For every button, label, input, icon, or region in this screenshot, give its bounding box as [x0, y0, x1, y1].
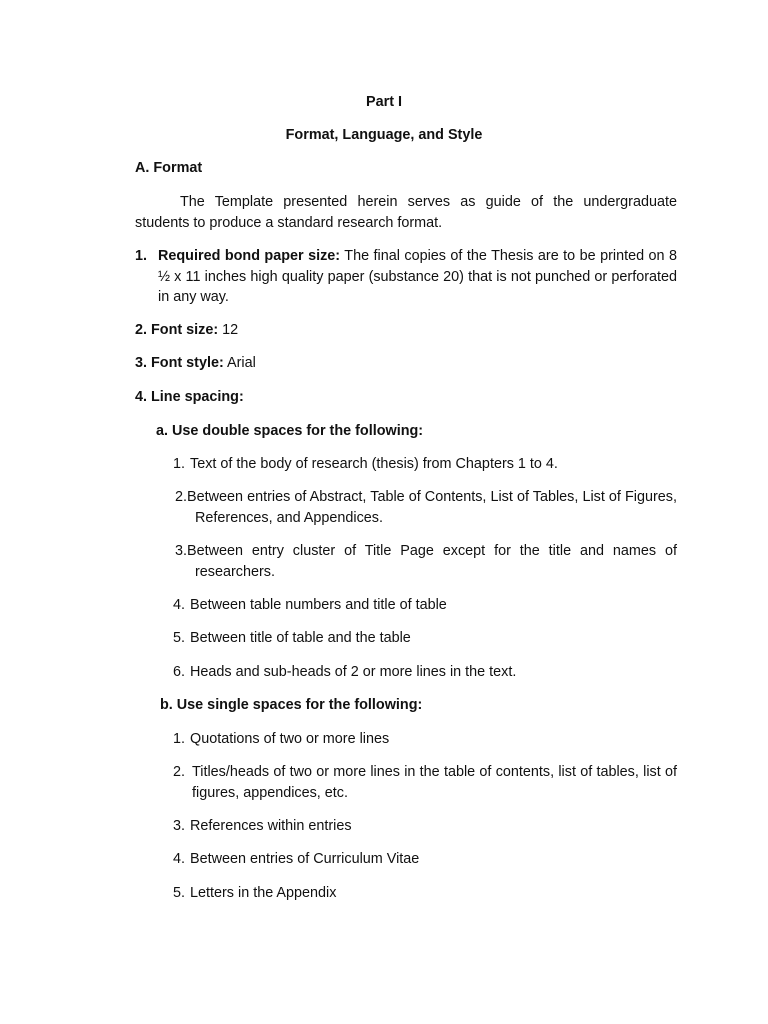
list-item-heading: 2. Font size:	[135, 322, 219, 338]
single-spaces-heading: b. Use single spaces for the following:	[160, 697, 423, 713]
double-space-entry	[173, 454, 677, 475]
double-space-entry	[173, 595, 677, 616]
list-item-font-style	[135, 353, 256, 374]
list-number: 1.	[135, 248, 148, 264]
single-space-entry	[173, 883, 677, 904]
entry-text: Between table numbers and title of table	[190, 597, 447, 613]
entry-text: Between title of table and the table	[190, 630, 411, 646]
single-space-entry	[173, 816, 677, 837]
entry-text: Heads and sub-heads of 2 or more lines in the text.	[190, 664, 517, 680]
entry-number: 2.	[175, 489, 188, 505]
entry-number: 4.	[173, 597, 186, 613]
list-item-font-size	[135, 320, 238, 341]
entry-number: 5.	[173, 630, 186, 646]
list-item-text: 12	[222, 322, 239, 338]
entry-number: 1.	[173, 731, 186, 747]
section-title: Format, Language, and Style	[285, 127, 483, 143]
list-item-text: The final copies of the Thesis are to be printed on 8 ½ x 11 inches high quality paper (substance 20) that is not punched or perforated in any way.	[158, 248, 677, 306]
entry-text: Between entry cluster of Title Page except for the title and names of researchers.	[187, 543, 677, 580]
double-space-entry	[175, 541, 677, 582]
single-space-entry	[173, 849, 677, 870]
list-item-line-spacing: 4. Line spacing:	[135, 389, 244, 405]
subsection-heading-format: A. Format	[135, 160, 203, 176]
single-space-entry	[173, 729, 677, 750]
entry-number: 3.	[173, 818, 186, 834]
part-title: Part I	[366, 94, 402, 110]
entry-text: Letters in the Appendix	[190, 885, 337, 901]
single-space-entry	[173, 762, 677, 803]
entry-number: 4.	[173, 851, 186, 867]
double-space-entry	[173, 628, 677, 649]
list-item-text: Arial	[226, 355, 256, 371]
entry-number: 1.	[173, 456, 186, 472]
double-space-entry	[175, 487, 677, 528]
entry-number: 5.	[173, 885, 186, 901]
entry-text: Between entries of Abstract, Table of Contents, List of Tables, List of Figures, References, and Appendices.	[187, 489, 677, 526]
intro-paragraph: The Template presented herein serves as guide of the undergraduate students to produce a standard research format.	[135, 194, 677, 231]
entry-number: 2.	[173, 764, 186, 780]
entry-number: 3.	[175, 543, 188, 559]
list-item-heading: Required bond paper size:	[158, 248, 341, 264]
entry-text: Quotations of two or more lines	[190, 731, 390, 747]
double-space-entry	[173, 662, 677, 683]
entry-number: 6.	[173, 664, 186, 680]
double-spaces-heading: a. Use double spaces for the following:	[156, 423, 424, 439]
list-item-paper-size	[135, 246, 677, 308]
entry-text: Text of the body of research (thesis) from Chapters 1 to 4.	[190, 456, 558, 472]
entry-text: Titles/heads of two or more lines in the table of contents, list of tables, list of figures, appendices, etc.	[192, 764, 677, 801]
entry-text: References within entries	[190, 818, 352, 834]
entry-text: Between entries of Curriculum Vitae	[190, 851, 420, 867]
list-item-heading: 3. Font style:	[135, 355, 224, 371]
list-item-body	[158, 246, 677, 308]
